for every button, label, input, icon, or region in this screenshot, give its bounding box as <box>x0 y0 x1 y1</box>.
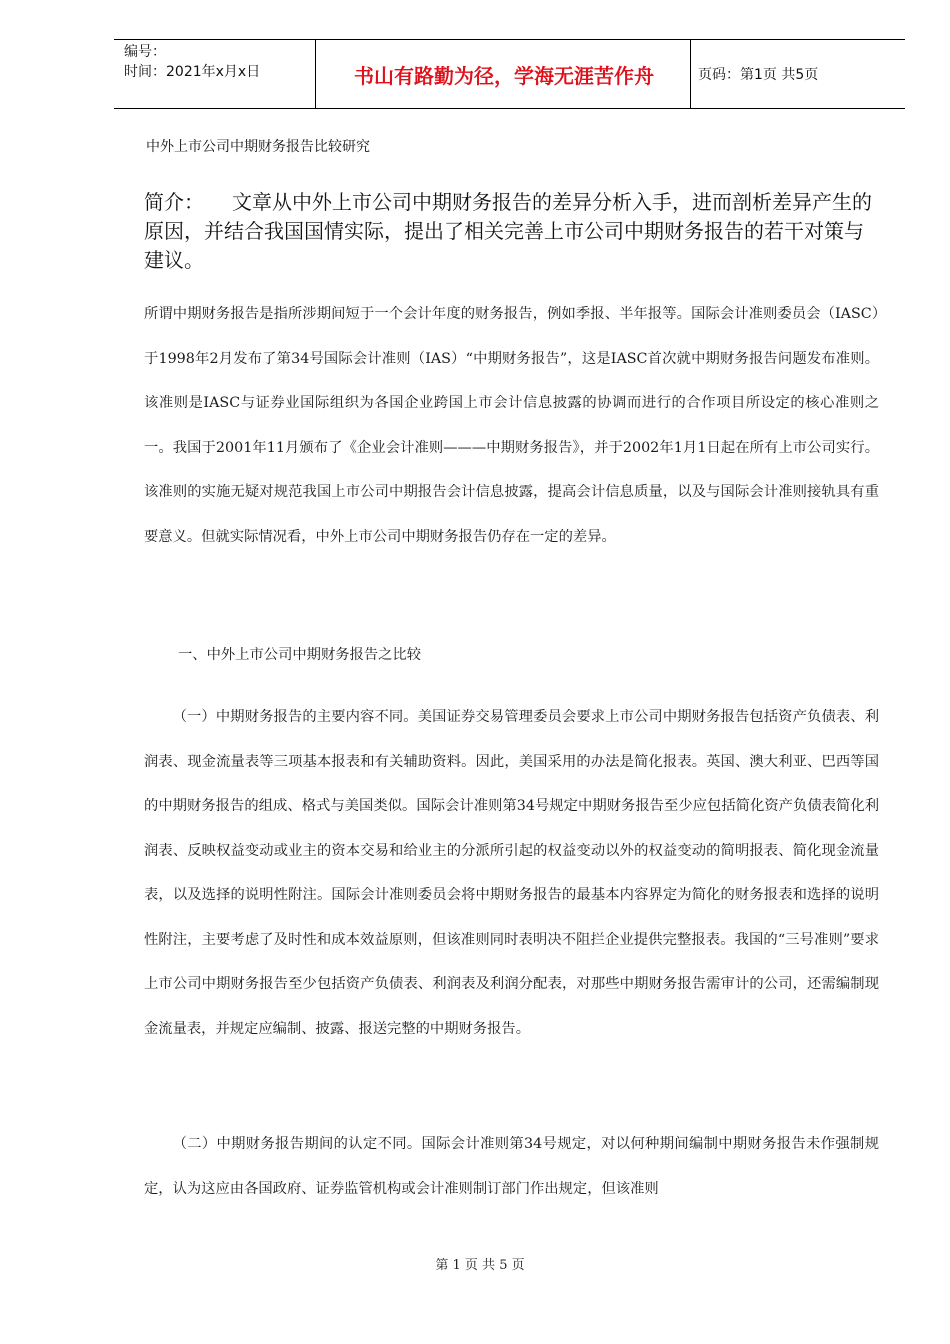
abstract <box>144 188 879 275</box>
header-divider <box>690 40 691 108</box>
paragraph-content-diff: （一）中期财务报告的主要内容不同。美国证券交易管理委员会要求上市公司中期财务报告包括资产负债表、利润表、现金流量表等三项基本报表和有关辅助资料。因此，美国采用的办法是简化报表。英国、澳大利亚、巴西等国的中期财务报告的组成、格式与美国类似。国际会计准则第34号规定中期财务报告至少应包括简化资产负债表简化利润表、反映权益变动或业主的资本交易和给业主的分派所引起的权益变动以外的权益变动的简明报表、简化现金流量表，以及选择的说明性附注。国际会计准则委员会将中期财务报告的最基本内容界定为简化的财务报表和选择的说明性附注，主要考虑了及时性和成本效益原则，但该准则同时表明决不阻拦企业提供完整报表。我国的“三号准则”要求上市公司中期财务报告至少包括资产负债表、利润表及利润分配表，对那些中期财务报告需审计的公司，还需编制现金流量表，并规定应编制、披露、报送完整的中期财务报告。 <box>144 709 879 1037</box>
paragraph-period-diff: （二）中期财务报告期间的认定不同。国际会计准则第34号规定，对以何种期间编制中期财务报告未作强制规定，认为这应由各国政府、证券监管机构或会计准则制订部门作出规定，但该准则 <box>144 1136 879 1197</box>
number-label: 编号： <box>124 44 166 60</box>
section-heading: 一、中外上市公司中期财务报告之比较 <box>178 647 422 663</box>
header-table <box>114 39 905 109</box>
page-footer: 第 1 页 共 5 页 <box>435 1258 525 1273</box>
document-title: 中外上市公司中期财务报告比较研究 <box>146 139 370 155</box>
header-divider <box>315 40 316 108</box>
abstract-label: 简介： <box>144 190 204 214</box>
header-motto: 书山有路勤为径，学海无涯苦作舟 <box>354 63 654 88</box>
abstract-text: 文章从中外上市公司中期财务报告的差异分析入手，进而剖析差异产生的原因，并结合我国国情实际，提出了相关完善上市公司中期财务报告的若干对策与建议。 <box>144 190 872 272</box>
paragraph-intro: 所谓中期财务报告是指所涉期间短于一个会计年度的财务报告，例如季报、半年报等。国际会计准则委员会（IASC）于1998年2月发布了第34号国际会计准则（IAS）“中期财务报告”，这是IASC首次就中期财务报告问题发布准则。该准则是IASC与证券业国际组织为各国企业跨国上市会计信息披露的协调而进行的合作项目所设定的核心准则之一。我国于2001年11月颁布了《企业会计准则———中期财务报告》，并于2002年1月1日起在所有上市公司实行。该准则的实施无疑对规范我国上市公司中期报告会计信息披露，提高会计信息质量，以及与国际会计准则接轨具有重要意义。但就实际情况看，中外上市公司中期财务报告仍存在一定的差异。 <box>144 306 879 545</box>
header-left-cell <box>124 42 260 82</box>
header-page-label: 页码：第1页 共5页 <box>698 67 819 83</box>
time-label: 时间：2021年x月x日 <box>124 64 261 80</box>
